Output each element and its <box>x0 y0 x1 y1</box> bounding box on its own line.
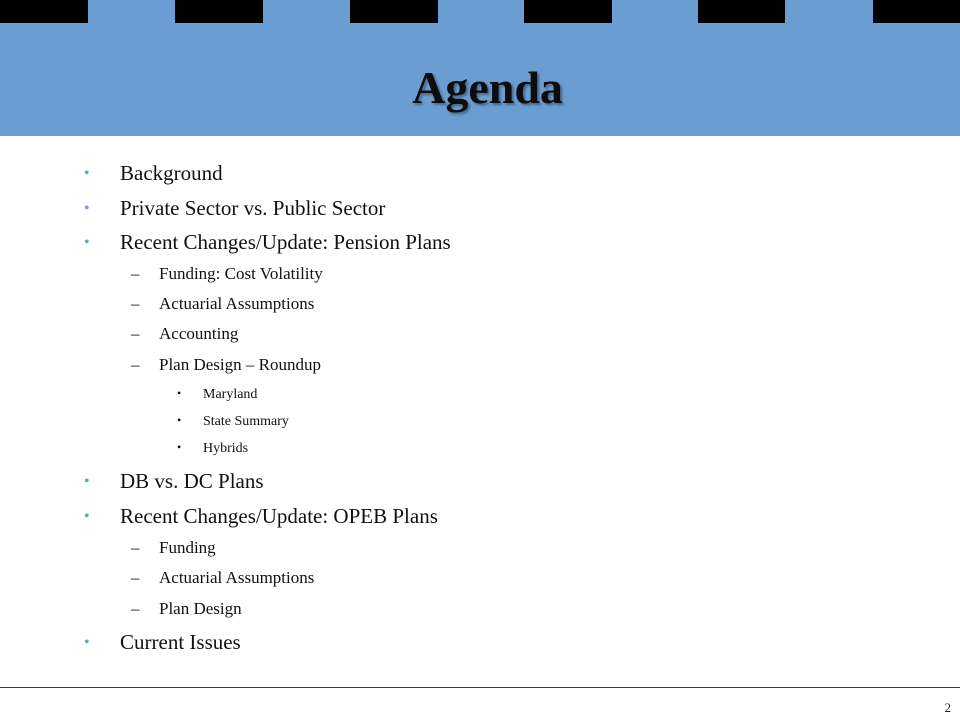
agenda-item-label: Funding: Cost Volatility <box>159 264 323 283</box>
agenda-item <box>131 537 216 559</box>
agenda-item <box>131 354 321 376</box>
bullet-icon: • <box>177 413 182 427</box>
agenda-item-label: Funding <box>159 538 216 557</box>
agenda-item <box>131 598 242 620</box>
agenda-item-label: Current Issues <box>120 630 241 654</box>
agenda-item-label: Private Sector vs. Public Sector <box>120 196 386 220</box>
agenda-item-label: Actuarial Assumptions <box>159 568 315 587</box>
slide-title: Agenda <box>412 62 563 113</box>
dash-bullet-icon: – <box>131 599 140 618</box>
agenda-item <box>84 160 223 187</box>
agenda-item <box>84 229 451 256</box>
agenda-item-label: Recent Changes/Update: OPEB Plans <box>120 504 438 528</box>
agenda-item <box>131 293 314 315</box>
dash-bullet-icon: – <box>131 568 140 587</box>
agenda-item-label: Accounting <box>159 324 239 343</box>
agenda-item-label: Plan Design <box>159 599 242 618</box>
dash-bullet-icon: – <box>131 538 140 557</box>
agenda-item <box>131 323 238 345</box>
agenda-item-label: Actuarial Assumptions <box>159 294 315 313</box>
dash-bullet-icon: – <box>131 294 140 313</box>
agenda-item <box>84 468 264 495</box>
agenda-item <box>84 503 438 530</box>
bullet-icon: • <box>84 473 90 490</box>
agenda-item <box>131 263 323 285</box>
bullet-icon: • <box>177 386 182 400</box>
bullet-icon: • <box>84 634 90 651</box>
agenda-item <box>177 411 289 431</box>
agenda-item-label: Hybrids <box>203 441 249 456</box>
agenda-item-label: Recent Changes/Update: Pension Plans <box>120 230 451 254</box>
dash-bullet-icon: – <box>131 324 140 343</box>
footer-divider <box>0 687 960 688</box>
agenda-item-label: Background <box>120 161 223 185</box>
agenda-item-label: Maryland <box>203 387 258 402</box>
dash-bullet-icon: – <box>131 355 140 374</box>
bullet-icon: • <box>84 200 90 217</box>
page-number: 2 <box>944 700 951 715</box>
bullet-icon: • <box>177 440 182 454</box>
dash-bullet-icon: – <box>131 264 140 283</box>
agenda-item <box>177 438 248 458</box>
agenda-item <box>84 629 241 656</box>
agenda-item-label: DB vs. DC Plans <box>120 469 264 493</box>
agenda-item <box>177 384 257 404</box>
bullet-icon: • <box>84 234 90 251</box>
bullet-icon: • <box>84 165 90 182</box>
agenda-item-label: State Summary <box>203 414 289 429</box>
agenda-item <box>131 567 314 589</box>
bullet-icon: • <box>84 508 90 525</box>
agenda-item-label: Plan Design – Roundup <box>159 355 321 374</box>
agenda-item <box>84 195 385 222</box>
